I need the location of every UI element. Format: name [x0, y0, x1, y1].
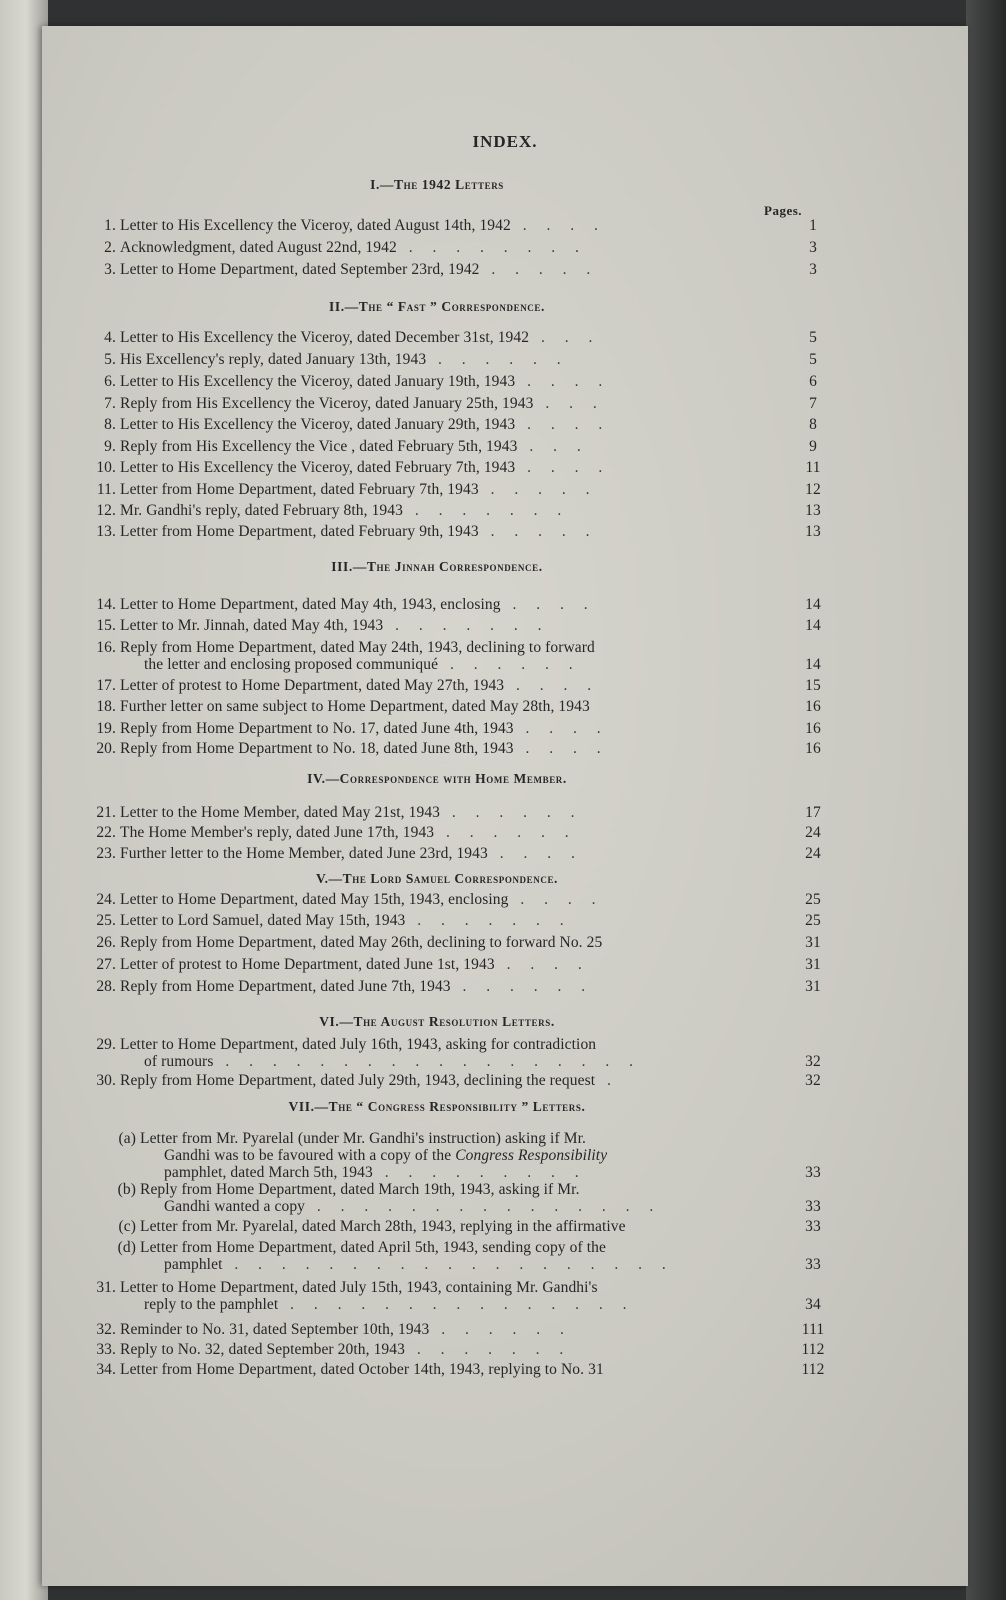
entry-number: (d)	[117, 1239, 136, 1256]
leader-dots: . . . . . .	[429, 1321, 572, 1338]
leader-dots: . . . .	[513, 740, 609, 757]
entry-title-text: Reply from Home Department, dated May 24th, 1943, declining to forward	[120, 639, 595, 656]
entry-number: 20.	[96, 740, 116, 757]
leader-dots: . . . .	[504, 677, 600, 694]
entry-title	[120, 934, 780, 951]
entry-title-line2: Gandhi wanted a copy	[164, 1198, 306, 1215]
leader-dots: . . .	[517, 438, 589, 455]
entry-title-text: Mr. Gandhi's reply, dated February 8th, 1943	[120, 502, 403, 519]
page-number: 12	[805, 481, 821, 498]
entry-title	[120, 1361, 780, 1378]
page-number: 15	[805, 677, 821, 694]
entry-title-text: Letter to His Excellency the Viceroy, dated August 14th, 1942	[120, 217, 511, 234]
entry-title	[140, 1239, 800, 1256]
entry-number: 26.	[96, 934, 116, 951]
leader-dots: . . . . . .	[426, 351, 569, 368]
entry-title	[120, 373, 780, 390]
page-number: 5	[809, 329, 817, 346]
book-right-edge	[966, 0, 1006, 1600]
entry-title-text: Letter from Home Department, dated February 7th, 1943	[120, 481, 479, 498]
leader-dots: . . . .	[515, 416, 611, 433]
entry-title	[120, 459, 780, 476]
leader-dots: . . . . . . . . . . . . . . . . . .	[213, 1053, 641, 1070]
entry-number: 14.	[96, 596, 116, 613]
entry-title-text: Letter to the Home Member, dated May 21st, 1943	[120, 804, 441, 821]
leader-dots: . . . . . .	[438, 656, 581, 673]
entry-number: 29.	[96, 1036, 116, 1053]
entry-number: 6.	[104, 373, 116, 390]
page-number: 24	[805, 845, 821, 862]
entry-title-continued	[144, 1296, 784, 1313]
entry-title	[140, 1181, 800, 1198]
entry-title	[120, 351, 780, 368]
entry-title	[120, 596, 780, 613]
entry-title	[120, 978, 780, 995]
entry-number: 21.	[96, 804, 116, 821]
page-number: 31	[805, 934, 821, 951]
entry-title-text: Letter of protest to Home Department, dated May 27th, 1943	[120, 677, 505, 694]
entry-number: 1.	[104, 217, 116, 234]
entry-title	[120, 1321, 780, 1338]
entry-title-text: Reply from Home Department, dated July 29th, 1943, declining the request	[120, 1072, 596, 1089]
page-number: 1	[809, 217, 817, 234]
entry-title-line3-text: pamphlet, dated March 5th, 1943	[164, 1164, 373, 1181]
page-number: 16	[805, 720, 821, 737]
entry-title	[120, 617, 780, 634]
entry-number: 25.	[96, 912, 116, 929]
leader-dots: . . . .	[510, 217, 606, 234]
entry-number: 32.	[96, 1321, 116, 1338]
entry-title	[120, 329, 780, 346]
page-number: 33	[805, 1164, 821, 1181]
page-number: 16	[805, 740, 821, 757]
leader-dots: . . . .	[494, 956, 590, 973]
entry-number: 23.	[96, 845, 116, 862]
entry-number: (c)	[118, 1218, 136, 1235]
entry-title	[120, 698, 780, 715]
entry-title-text: Letter from Mr. Pyarelal (under Mr. Gandhi's instruction) asking if Mr.	[140, 1130, 586, 1147]
leader-dots: . . . .	[487, 845, 583, 862]
entry-title-text: Letter from Mr. Pyarelal, dated March 28th, 1943, replying in the affirmative	[140, 1218, 626, 1235]
index-title: INDEX.	[472, 132, 538, 151]
entry-title	[140, 1218, 800, 1235]
entry-title-text: His Excellency's reply, dated January 13th, 1943	[120, 351, 427, 368]
entry-title	[120, 956, 780, 973]
leader-dots: . . . .	[500, 596, 596, 613]
entry-title-text: Letter to His Excellency the Viceroy, dated December 31st, 1942	[120, 329, 530, 346]
leader-dots: . . . .	[515, 459, 611, 476]
entry-title	[140, 1130, 800, 1147]
page-number: 11	[805, 459, 821, 476]
section-heading: III.—The Jinnah Correspondence.	[331, 559, 543, 574]
entry-title-italic: Congress Responsibility	[455, 1147, 608, 1164]
entry-number: 17.	[96, 677, 116, 694]
entry-title-text: Letter to Home Department, dated September 23rd, 1942	[120, 261, 480, 278]
entry-title-text: Reply from His Excellency the Vice , dated February 5th, 1943	[120, 438, 518, 455]
entry-title-text: Letter of protest to Home Department, dated June 1st, 1943	[120, 956, 495, 973]
entry-title	[120, 804, 780, 821]
entry-title	[120, 677, 780, 694]
page-number: 31	[805, 956, 821, 973]
entry-title	[120, 740, 780, 757]
page-number: 5	[809, 351, 817, 368]
page-number: 112	[801, 1361, 825, 1378]
book-left-edge	[0, 0, 48, 1600]
leader-dots: . . . . . . . . . . . . . . .	[305, 1198, 662, 1215]
page-number: 25	[805, 912, 821, 929]
leader-dots: . . . . . . .	[383, 617, 550, 634]
page-number: 14	[805, 596, 821, 613]
entry-title-text: Further letter to the Home Member, dated June 23rd, 1943	[120, 845, 488, 862]
page-number: 17	[805, 804, 821, 821]
entry-title-text: Acknowledgment, dated August 22nd, 1942	[120, 239, 397, 256]
leader-dots: . . . . . . . . .	[372, 1164, 587, 1181]
page-number: 9	[809, 438, 817, 455]
entry-title-text: Letter to His Excellency the Viceroy, dated January 19th, 1943	[120, 373, 516, 390]
entry-number: 11.	[96, 481, 116, 498]
entry-title-line2: of rumours	[144, 1053, 214, 1070]
page-number: 8	[809, 416, 817, 433]
entry-title-line2: pamphlet	[164, 1256, 223, 1273]
entry-number: 22.	[96, 824, 116, 841]
entry-title-continued	[164, 1147, 804, 1164]
entry-title	[120, 1279, 780, 1296]
page-number: 3	[809, 239, 817, 256]
entry-title-text: Reply from Home Department, dated June 7th, 1943	[120, 978, 451, 995]
page-number: 31	[805, 978, 821, 995]
entry-title	[120, 639, 780, 656]
page-number: 3	[809, 261, 817, 278]
page-number: 25	[805, 891, 821, 908]
page-number: 13	[805, 523, 821, 540]
entry-title	[120, 1072, 780, 1089]
entry-number: 9.	[104, 438, 116, 455]
entry-title-line2: Gandhi was to be favoured with a copy of the	[164, 1147, 452, 1164]
leader-dots: . . . .	[508, 891, 604, 908]
page-number: 7	[809, 395, 817, 412]
leader-dots: .	[595, 1072, 619, 1089]
entry-title-text: Reminder to No. 31, dated September 10th, 1943	[120, 1321, 430, 1338]
page-number: 33	[805, 1256, 821, 1273]
entry-title-text: Reply from Home Department, dated May 26th, declining to forward No. 25	[120, 934, 603, 951]
leader-dots: . . . .	[515, 373, 611, 390]
leader-dots: . . .	[533, 395, 605, 412]
page-number: 33	[805, 1198, 821, 1215]
entry-title	[120, 239, 780, 256]
entry-title-text: Letter to Home Department, dated May 15th, 1943, enclosing	[120, 891, 509, 908]
leader-dots: . . . .	[513, 720, 609, 737]
section-heading: IV.—Correspondence with Home Member.	[307, 771, 567, 786]
entry-number: 7.	[104, 395, 116, 412]
leader-dots: . . . . . . . . . . . . . . . . . . .	[222, 1256, 674, 1273]
section-heading: VI.—The August Resolution Letters.	[319, 1014, 555, 1029]
leader-dots: . . . . .	[478, 523, 598, 540]
entry-number: 33.	[96, 1341, 116, 1358]
entry-number: 16.	[96, 639, 116, 656]
entry-number: 15.	[96, 617, 116, 634]
entry-number: (b)	[117, 1181, 136, 1198]
page-number: 24	[805, 824, 821, 841]
entry-title	[120, 395, 780, 412]
entry-title-text: Reply from His Excellency the Viceroy, dated January 25th, 1943	[120, 395, 534, 412]
entry-number: 2.	[104, 239, 116, 256]
pages-column-heading: Pages.	[764, 203, 803, 218]
entry-title-text: Letter from Home Department, dated February 9th, 1943	[120, 523, 479, 540]
page-number: 111	[801, 1321, 825, 1338]
entry-title	[120, 416, 780, 433]
entry-title-continued	[144, 1053, 784, 1070]
page-number: 13	[805, 502, 821, 519]
entry-title-text: Reply to No. 32, dated September 20th, 1943	[120, 1341, 405, 1358]
entry-number: 3.	[104, 261, 116, 278]
entry-number: (a)	[118, 1130, 136, 1147]
page-number: 14	[805, 617, 821, 634]
entry-title-line2: the letter and enclosing proposed communiqué	[144, 656, 439, 673]
entry-title-text: The Home Member's reply, dated June 17th, 1943	[120, 824, 435, 841]
entry-number: 34.	[96, 1361, 116, 1378]
section-heading: I.—The 1942 Letters	[370, 177, 504, 192]
entry-title	[120, 720, 780, 737]
entry-title-line2: reply to the pamphlet	[144, 1296, 279, 1313]
entry-number: 28.	[96, 978, 116, 995]
leader-dots: . . . . . .	[450, 978, 594, 995]
entry-title-continued	[164, 1198, 804, 1215]
leader-dots: . . . . .	[478, 481, 598, 498]
entry-title	[120, 845, 780, 862]
entry-number: 18.	[96, 698, 116, 715]
entry-title	[120, 824, 780, 841]
entry-title-continued	[164, 1256, 804, 1273]
entry-number: 24.	[96, 891, 116, 908]
page-number: 32	[805, 1053, 821, 1070]
entry-title-text: Reply from Home Department, dated March 19th, 1943, asking if Mr.	[140, 1181, 580, 1198]
entry-title	[120, 261, 780, 278]
section-heading: V.—The Lord Samuel Correspondence.	[315, 871, 559, 886]
entry-number: 30.	[96, 1072, 116, 1089]
entry-title	[120, 891, 780, 908]
leader-dots: . . . . . .	[434, 824, 577, 841]
entry-title-continued	[144, 656, 784, 673]
entry-title	[120, 217, 780, 234]
page-number: 14	[805, 656, 821, 673]
entry-title-text: Letter to Home Department, dated July 16th, 1943, asking for contradiction	[120, 1036, 597, 1053]
entry-title	[120, 912, 780, 929]
entry-number: 5.	[104, 351, 116, 368]
entry-title-text: Letter to Mr. Jinnah, dated May 4th, 1943	[120, 617, 384, 634]
entry-number: 10.	[96, 459, 116, 476]
entry-title	[120, 1036, 780, 1053]
leader-dots: . . .	[529, 329, 601, 346]
entry-title-text: Letter from Home Department, dated April 5th, 1943, sending copy of the	[140, 1239, 606, 1256]
page-number: 112	[801, 1341, 825, 1358]
page-number: 6	[809, 373, 817, 390]
entry-number: 27.	[96, 956, 116, 973]
leader-dots: . . . . . . . .	[396, 239, 587, 256]
leader-dots: . . . . . .	[440, 804, 583, 821]
entry-number: 12.	[96, 502, 116, 519]
page-number: 32	[805, 1072, 821, 1089]
page-number: 34	[805, 1296, 821, 1313]
section-heading: II.—The “ Fast ” Correspondence.	[329, 299, 545, 314]
entry-number: 13.	[96, 523, 116, 540]
page-number: 33	[805, 1218, 821, 1235]
section-heading: VII.—The “ Congress Responsibility ” Letters.	[288, 1099, 586, 1114]
entry-title-text: Letter from Home Department, dated October 14th, 1943, replying to No. 31	[120, 1361, 604, 1378]
entry-title-text: Letter to His Excellency the Viceroy, dated February 7th, 1943	[120, 459, 516, 476]
entry-title	[120, 438, 780, 455]
leader-dots: . . . . . . . . . . . . . . .	[278, 1296, 635, 1313]
entry-number: 8.	[104, 416, 116, 433]
index-page	[42, 26, 968, 1586]
entry-title-text: Letter to His Excellency the Viceroy, dated January 29th, 1943	[120, 416, 516, 433]
page-number: 16	[805, 698, 821, 715]
entry-number: 31.	[96, 1279, 116, 1296]
leader-dots: . . . . .	[479, 261, 599, 278]
entry-title-line3	[164, 1164, 804, 1181]
entry-title	[120, 1341, 780, 1358]
leader-dots: . . . . . . .	[404, 1341, 572, 1358]
entry-number: 19.	[96, 720, 116, 737]
entry-title-text: Letter to Home Department, dated July 15th, 1943, containing Mr. Gandhi's	[120, 1279, 598, 1296]
leader-dots: . . . . . . .	[405, 912, 572, 929]
entry-number: 4.	[104, 329, 116, 346]
entry-title-text: Reply from Home Department to No. 18, dated June 8th, 1943	[120, 740, 514, 757]
leader-dots: . . . . . . .	[402, 502, 570, 519]
entry-title-text: Letter to Home Department, dated May 4th, 1943, enclosing	[120, 596, 501, 613]
entry-title-text: Letter to Lord Samuel, dated May 15th, 1943	[120, 912, 406, 929]
entry-title	[120, 481, 780, 498]
entry-title	[120, 523, 780, 540]
entry-title	[120, 502, 780, 519]
entry-title-text: Reply from Home Department to No. 17, dated June 4th, 1943	[120, 720, 514, 737]
entry-title-text: Further letter on same subject to Home Department, dated May 28th, 1943	[120, 698, 590, 715]
